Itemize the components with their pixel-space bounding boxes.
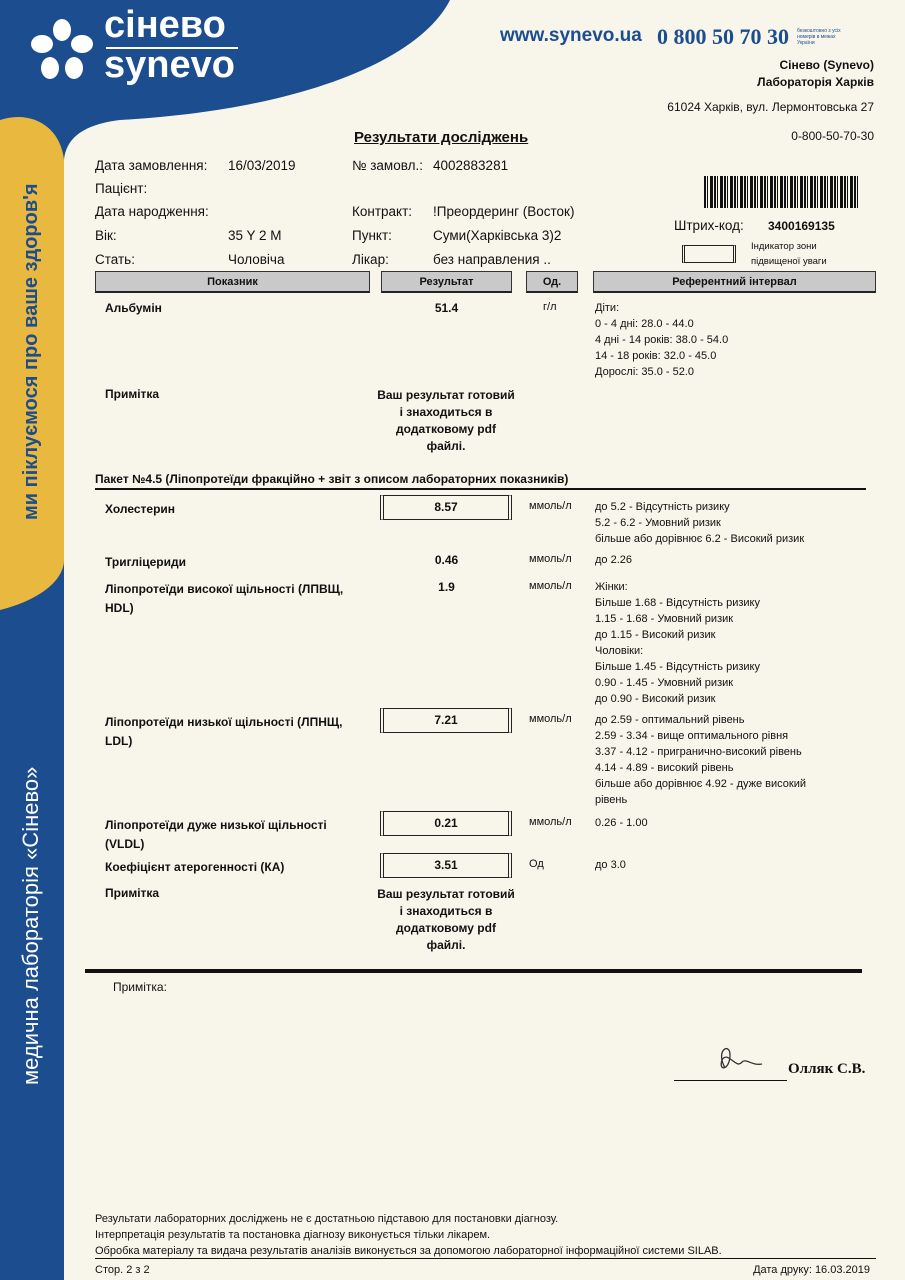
- test-unit: ммоль/л: [529, 580, 572, 592]
- age-label: Вік:: [95, 228, 117, 243]
- indicator-label: Індикатор зони: [751, 241, 817, 252]
- test-name: Тригліцериди: [105, 555, 186, 569]
- signature-image: [700, 1040, 780, 1080]
- reference-interval: Жінки: Більше 1.68 - Відсутність ризику 1.15 - 1.68 - Умовний ризик до 1.15 - Високий ризик Чоловіки: Більше 1.45 - Відсутність ризику 0.90 - 1.45 - Умовний ризик до 0.90 - Високий ризик: [595, 581, 760, 705]
- note-label: Примітка: [105, 886, 160, 900]
- test-unit: г/л: [543, 301, 557, 313]
- sex: Чоловіча: [228, 252, 285, 267]
- test-result-flagged: 0.21: [380, 811, 512, 836]
- birth-label: Дата народження:: [95, 204, 209, 219]
- age: 35 Y 2 M: [228, 228, 282, 243]
- barcode-number: 3400169135: [768, 219, 835, 233]
- test-result: 1.9: [438, 580, 455, 594]
- test-unit: ммоль/л: [529, 816, 572, 828]
- lab-address: 61024 Харків, вул. Лермонтовська 27: [667, 100, 874, 114]
- hotline: 0 800 50 70 30: [657, 24, 789, 49]
- sidebar-slogan: ми піклуємося про ваше здоров'я: [20, 183, 42, 520]
- point: Суми(Харківська 3)2: [433, 228, 562, 243]
- footer-line: Результати лабораторних досліджень не є достатньою підставою для постановки діагнозу.: [95, 1213, 559, 1225]
- reference-interval: до 3.0: [595, 859, 626, 871]
- col-header-test: Показник: [95, 271, 370, 293]
- order-date: 16/03/2019: [228, 158, 296, 173]
- barcode-image: [704, 176, 858, 208]
- test-result: 0.46: [434, 553, 459, 567]
- test-name: Холестерин: [105, 502, 176, 516]
- package-title: Пакет №4.5 (Ліпопротеїди фракційно + звіт з описом лабораторних показників): [95, 472, 569, 486]
- lab-branch: Лабораторія Харків: [757, 75, 874, 89]
- hotline-note: безкоштовно з усіх номерів в межах України: [797, 28, 841, 46]
- order-no: 4002883281: [433, 158, 509, 173]
- test-name: Ліпопротеїди дуже низької щільності (VLDL): [105, 818, 327, 851]
- lab-name: Сінево (Synevo): [779, 58, 874, 72]
- doctor: без направления ..: [433, 252, 551, 267]
- note-text: Ваш результат готовий і знаходиться в додатковому pdf файлі.: [377, 388, 515, 453]
- website-link[interactable]: www.synevo.ua: [500, 25, 642, 46]
- barcode-label: Штрих-код:: [674, 218, 744, 233]
- note-text: Ваш результат готовий і знаходиться в додатковому pdf файлі.: [377, 887, 515, 952]
- order-date-label: Дата замовлення:: [95, 158, 208, 173]
- test-unit: ммоль/л: [529, 553, 572, 565]
- reference-interval: Діти: 0 - 4 дні: 28.0 - 44.0 4 дні - 14 років: 38.0 - 54.0 14 - 18 років: 32.0 - 45.0 Дорослі: 35.0 - 52.0: [595, 302, 729, 378]
- test-name: Ліпопротеїди високої щільності (ЛПВЩ, HDL): [105, 582, 344, 615]
- page-title: Результати досліджень: [354, 129, 529, 146]
- note-label: Примітка: [105, 387, 160, 401]
- test-result-flagged: 7.21: [380, 708, 512, 733]
- test-name: Альбумін: [105, 301, 162, 315]
- doctor-label: Лікар:: [352, 252, 389, 267]
- test-name: Ліпопротеїди низької щільності (ЛПНЩ, LDL): [105, 715, 343, 748]
- indicator-label: підвищеної уваги: [751, 256, 827, 267]
- reference-interval: 0.26 - 1.00: [595, 817, 648, 829]
- signer-name: Олляк С.В.: [788, 1061, 866, 1077]
- sex-label: Стать:: [95, 252, 135, 267]
- reference-interval: до 2.26: [595, 554, 633, 566]
- reference-interval: до 2.59 - оптимальний рівень 2.59 - 3.34 - вище оптимального рівня 3.37 - 4.12 - пригранично-високий рівень 4.14 - 4.89 - високий рівень більше або дорівнює 4.92 - дуже високий рівень: [595, 714, 807, 806]
- contract: !Преордеринг (Восток): [433, 204, 575, 219]
- print-date: Дата друку: 16.03.2019: [753, 1264, 870, 1276]
- test-unit: ммоль/л: [529, 713, 572, 725]
- footer-line: Обробка матеріалу та видача результатів аналізів виконується за допомогою лабораторної інформаційної системи SILAB.: [95, 1245, 722, 1257]
- lab-phone: 0-800-50-70-30: [791, 129, 874, 143]
- logo-latin: synevo: [104, 44, 235, 86]
- col-header-unit: Од.: [526, 271, 578, 293]
- col-header-reference: Референтний інтервал: [593, 271, 876, 293]
- test-result: 51.4: [434, 301, 459, 315]
- test-result-flagged: 3.51: [380, 853, 512, 878]
- sidebar-lab-name: медична лабораторія «Сінево»: [18, 766, 43, 1085]
- test-unit: ммоль/л: [529, 500, 572, 512]
- remark-label: Примітка:: [113, 980, 167, 994]
- footer-line: Інтерпретація результатів та постановка діагнозу виконується тільки лікарем.: [95, 1229, 491, 1241]
- test-result-flagged: 8.57: [380, 495, 512, 520]
- patient-label: Пацієнт:: [95, 181, 148, 196]
- col-header-result: Результат: [381, 271, 512, 293]
- test-unit: Од: [529, 858, 544, 870]
- logo-cyrillic: сінево: [104, 4, 226, 46]
- order-no-label: № замовл.:: [352, 158, 423, 173]
- test-name: Коефіцієнт атерогенності (КА): [105, 860, 285, 874]
- attention-indicator-box: [682, 245, 736, 263]
- contract-label: Контракт:: [352, 204, 413, 219]
- point-label: Пункт:: [352, 228, 392, 243]
- logo-flower-icon: [30, 18, 94, 82]
- reference-interval: до 5.2 - Відсутність ризику 5.2 - 6.2 - Умовний ризик більше або дорівнює 6.2 - Високий ризик: [595, 501, 805, 545]
- page-number: Стор. 2 з 2: [95, 1264, 150, 1276]
